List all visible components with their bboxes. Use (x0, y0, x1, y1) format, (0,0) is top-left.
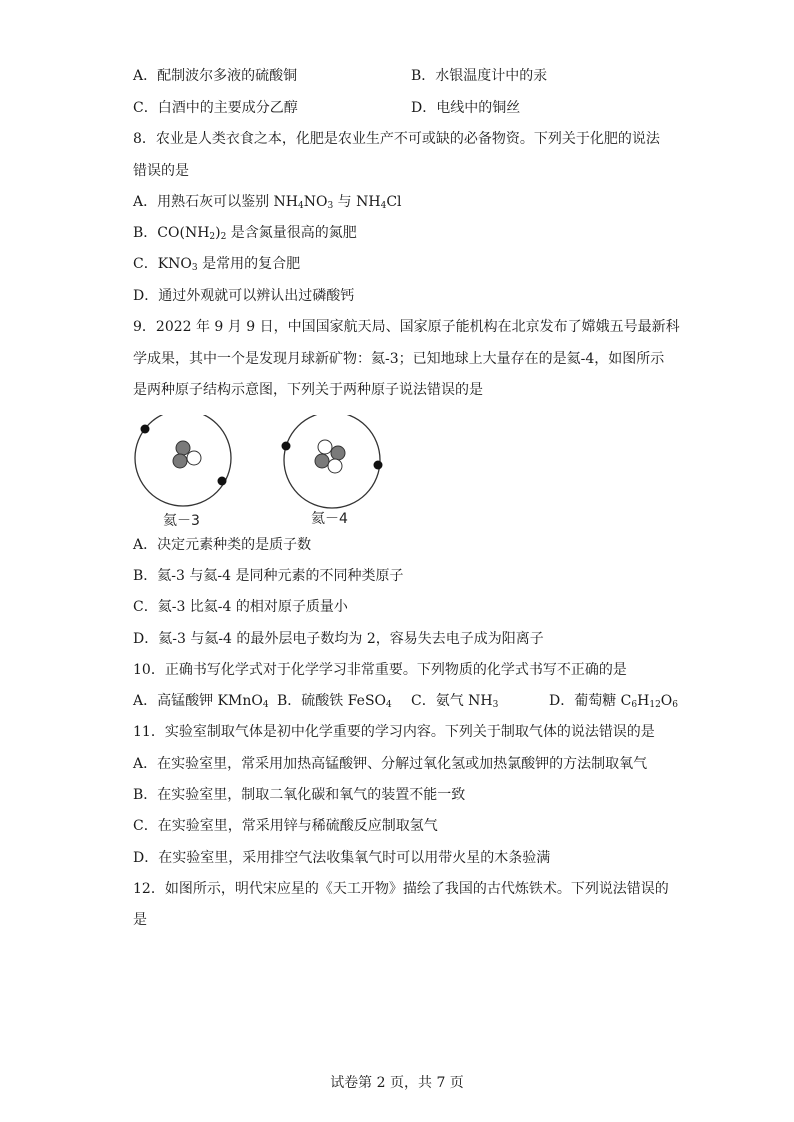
q7-option-c: C．白酒中的主要成分乙醇 (133, 100, 298, 116)
q9-option-b: B．氦-3 与氦-4 是同种元素的不同种类原子 (133, 568, 404, 584)
q9-stem-line3: 是两种原子结构示意图，下列关于两种原子说法错误的是 (133, 382, 483, 398)
q11-option-d: D．在实验室里，采用排空气法收集氧气时可以用带火星的木条验满 (133, 850, 551, 866)
q8-option-a: A．用熟石灰可以鉴别 $NH_4NO_3$ 与 $NH_4Cl$ (133, 194, 402, 211)
q11-stem: 11．实验室制取气体是初中化学重要的学习内容。下列关于制取气体的说法错误的是 (133, 724, 655, 740)
atom-diagrams (128, 415, 398, 533)
helium-4-electron-1 (282, 442, 291, 451)
q8-option-d: D．通过外观就可以辨认出过磷酸钙 (133, 288, 355, 304)
q10-option-c: C．氨气 $NH_3$ (411, 693, 499, 710)
helium-3-electron-2 (218, 477, 227, 486)
q11-option-b: B．在实验室里，制取二氧化碳和氧气的装置不能一致 (133, 787, 466, 803)
helium-3-diagram (135, 415, 231, 506)
page-footer: 试卷第 2 页，共 7 页 (330, 1075, 464, 1091)
q9-stem-line1: 9．2022 年 9 月 9 日，中国国家航天局、国家原子能机构在北京发布了嫦娥五号最新科 (133, 319, 680, 335)
q11-option-c: C．在实验室里，常采用锌与稀硫酸反应制取氢气 (133, 818, 438, 834)
q10-option-b: B．硫酸铁 FeSO$_4$ (277, 693, 392, 710)
q8-option-c: C．$KNO_3$ 是常用的复合肥 (133, 256, 301, 273)
q10-stem: 10．正确书写化学式对于化学学习非常重要。下列物质的化学式书写不正确的是 (133, 662, 627, 678)
helium-3-proton-2 (173, 454, 187, 468)
helium-3-proton-1 (176, 441, 190, 455)
helium-3-electron-1 (141, 425, 150, 434)
q7-option-a: A．配制波尔多液的硫酸铜 (133, 68, 298, 84)
q11-option-a: A．在实验室里，常采用加热高锰酸钾、分解过氧化氢或加热氯酸钾的方法制取氧气 (133, 756, 648, 772)
helium-4-electron-2 (374, 461, 383, 470)
helium-4-neutron-1 (318, 440, 332, 454)
q12-stem-line1: 12．如图所示，明代宋应星的《天工开物》描绘了我国的古代炼铁术。下列说法错误的 (133, 881, 669, 897)
q9-option-c: C．氦-3 比氦-4 的相对原子质量小 (133, 599, 348, 615)
q10-option-d: D．葡萄糖 $C_6H_{12}O_6$ (549, 693, 679, 710)
helium-4-label: 氦－4 (311, 511, 348, 527)
helium-3-label: 氦－3 (163, 513, 200, 529)
q8-stem-line2: 错误的是 (133, 163, 189, 179)
helium-4-neutron-2 (328, 459, 342, 473)
helium-atom-structure-figure (128, 415, 398, 533)
helium-4-proton-2 (315, 454, 329, 468)
q7-option-b: B．水银温度计中的汞 (411, 68, 548, 84)
q7-option-d: D．电线中的铜丝 (411, 100, 521, 116)
q9-option-a: A．决定元素种类的是质子数 (133, 537, 312, 553)
q8-stem-line1: 8．农业是人类衣食之本，化肥是农业生产不可或缺的必备物资。下列关于化肥的说法 (133, 131, 660, 147)
helium-4-proton-1 (331, 446, 345, 460)
q9-stem-line2: 学成果，其中一个是发现月球新矿物：氦-3；已知地球上大量存在的是氦-4，如图所示 (133, 351, 665, 367)
q12-stem-line2: 是 (133, 912, 147, 928)
q9-option-d: D．氦-3 与氦-4 的最外层电子数均为 2，容易失去电子成为阳离子 (133, 631, 544, 647)
helium-4-diagram (282, 415, 383, 508)
q8-option-b: B．$CO(NH_2)_2$ 是含氮量很高的氮肥 (133, 225, 357, 242)
helium-3-neutron (187, 451, 201, 465)
q10-option-a: A．高锰酸钾 KMnO$_4$ (133, 693, 269, 710)
